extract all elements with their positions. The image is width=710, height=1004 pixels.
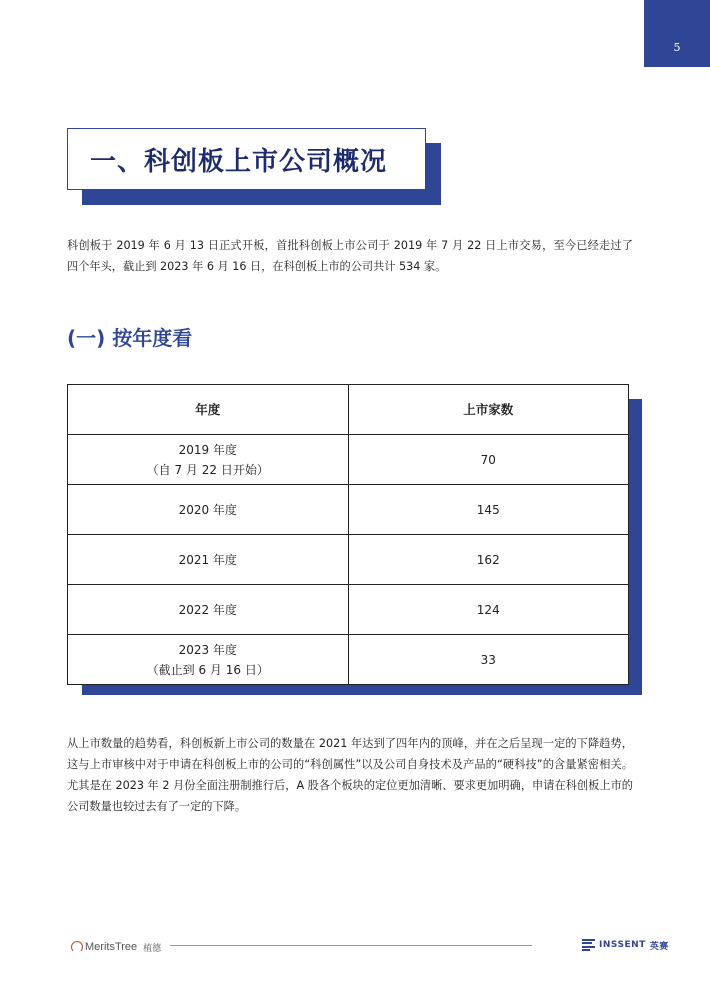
year-cell: [68, 485, 349, 535]
count-cell: 162: [348, 535, 629, 585]
inssent-bars-icon: [582, 939, 595, 951]
count-cell: 70: [348, 435, 629, 485]
table-row: [68, 485, 629, 535]
table-row: [68, 585, 629, 635]
section-title: 一、科创板上市公司概况: [90, 146, 388, 177]
inssent-logo-text: INSSENT: [599, 940, 646, 950]
table-row: [68, 535, 629, 585]
year-cell: [68, 535, 349, 585]
count-cell: 145: [348, 485, 629, 535]
meritstree-leaf-icon: [70, 941, 82, 953]
year-label: 2021 年度: [178, 552, 237, 567]
year-cell: [68, 585, 349, 635]
meritstree-logo-text: MeritsTree: [85, 941, 138, 953]
year-cell: [68, 435, 349, 485]
analysis-paragraph: 从上市数量的趋势看，科创板新上市公司的数量在 2021 年达到了四年内的顶峰，并在之后呈现一定的下降趋势，这与上市审核中对于申请在科创板上市的公司的“科创属性”以及公司自身技术及产品的“硬科技”的含量紧密相关。尤其是在 2023 年 2 月份全面注册制推行后，A 股各个板块的定位更加清晰、要求更加明确，申请在科创板上市的公司数量也较过去有了一定的下降。: [67, 737, 633, 813]
table-row: [68, 635, 629, 685]
year-label: 2019 年度: [178, 442, 237, 457]
year-label: 2020 年度: [178, 502, 237, 517]
page-number-tab: [644, 0, 710, 67]
footer-divider: [170, 945, 532, 946]
year-label: 2022 年度: [178, 602, 237, 617]
header-count: 上市家数: [348, 385, 629, 435]
table-header-row: [68, 385, 629, 435]
listing-count-table: [67, 384, 629, 685]
year-label: 2023 年度: [178, 642, 237, 657]
count-cell: 33: [348, 635, 629, 685]
meritstree-logo-cn: 植德: [143, 943, 162, 954]
section-title-box: [67, 128, 426, 190]
table-row: [68, 435, 629, 485]
header-year: 年度: [68, 385, 349, 435]
subsection-title: (一) 按年度看: [67, 326, 193, 350]
intro-paragraph: 科创板于 2019 年 6 月 13 日正式开板，首批科创板上市公司于 2019 年 7 月 22 日上市交易，至今已经走过了四个年头，截止到 2023 年 6 月 16 日，在科创板上市的公司共计 534 家。: [67, 239, 633, 273]
inssent-logo-cn: 英赛: [649, 941, 669, 952]
year-cell: [68, 635, 349, 685]
inssent-logo: [582, 935, 669, 955]
page-number: 5: [673, 41, 681, 54]
count-cell: 124: [348, 585, 629, 635]
year-note: （截止到 6 月 16 日）: [146, 662, 269, 677]
meritstree-logo: [70, 937, 161, 957]
year-note: （自 7 月 22 日开始）: [146, 462, 269, 477]
